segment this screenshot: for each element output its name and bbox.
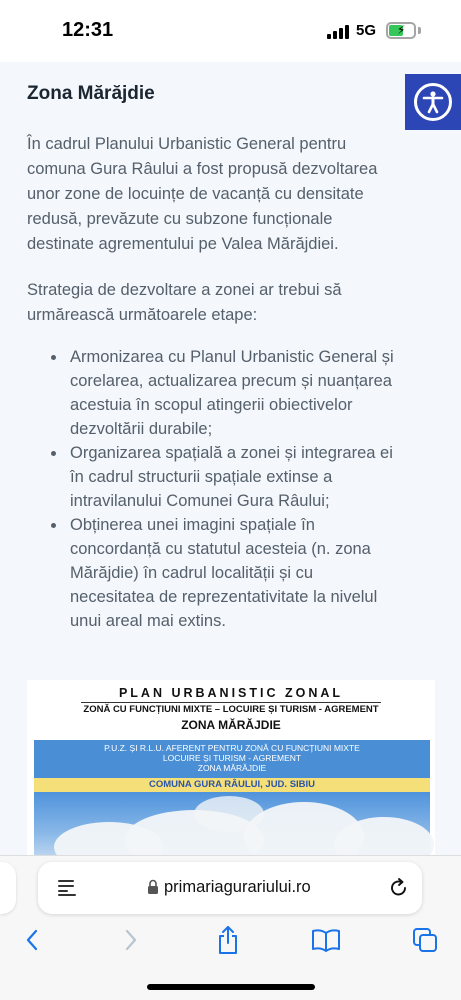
strategy-list: [27, 345, 397, 633]
back-icon: [24, 928, 40, 952]
battery-cap: [418, 27, 421, 34]
banner-divider: [81, 702, 381, 703]
banner-title: PLAN URBANISTIC ZONAL: [118, 686, 344, 700]
banner-location: COMUNA GURA RÂULUI, JUD. SIBIU: [34, 778, 430, 792]
banner-subtitle: ZONĂ CU FUNCȚIUNI MIXTE – LOCUIRE ȘI TURISM - AGREMENT: [83, 704, 379, 715]
sky-clouds-image: [34, 792, 430, 855]
forward-button[interactable]: [114, 925, 148, 955]
address-bar[interactable]: [38, 862, 422, 914]
strategy-paragraph: Strategia de dezvoltare a zonei ar trebui să urmărească următoarele etape:: [27, 281, 342, 324]
reader-mode-icon[interactable]: [58, 880, 76, 896]
tabs-button[interactable]: [408, 925, 442, 955]
status-time: 12:31: [62, 19, 114, 41]
battery-charging-icon: ⚡: [386, 22, 416, 39]
banner-blue-box: P.U.Z. ȘI R.L.U. AFERENT PENTRU ZONĂ CU FUNCȚIUNI MIXTE LOCUIRE ȘI TURISM - AGREMENT ZONA MĂRĂJDIE: [34, 740, 430, 798]
reload-icon[interactable]: [388, 877, 410, 899]
bookmarks-button[interactable]: [309, 925, 343, 955]
list-item: Armonizarea cu Planul Urbanistic General și corelarea, actualizarea precum și nuanțarea acestuia în scopul atingerii obiectivelor dezvoltării durabile;: [51, 345, 397, 441]
accessibility-icon: [414, 83, 452, 121]
list-item: Organizarea spațială a zonei și integrarea ei în cadrul structurii spațiale extinse a intravilanului Comunei Gura Râului;: [51, 441, 397, 513]
share-button[interactable]: [211, 925, 245, 955]
puz-banner-image: [27, 680, 435, 855]
bookmarks-icon: [311, 928, 341, 952]
forward-icon: [123, 928, 139, 952]
tabs-icon: [412, 927, 438, 953]
home-indicator: [147, 984, 315, 990]
page-title: Zona Mărăjdie: [27, 83, 155, 104]
article: [27, 78, 397, 633]
cellular-signal-icon: [327, 25, 349, 39]
share-icon: [216, 925, 240, 955]
back-button[interactable]: [15, 925, 49, 955]
accessibility-button[interactable]: [405, 74, 461, 130]
network-label: 5G: [356, 22, 377, 39]
url-text[interactable]: primariagurariului.ro: [164, 878, 311, 896]
list-item: Obținerea unei imagini spațiale în concordanță cu statutul acesteia (n. zona Mărăjdie) în cadrul localității și cu necesitatea de reprezentativitate la nivelul unui areal mai extins.: [51, 513, 397, 633]
previous-tab-peek[interactable]: [0, 862, 16, 914]
banner-zone: ZONA MĂRĂJDIE: [181, 718, 281, 732]
lock-icon: [147, 879, 159, 895]
status-bar: [0, 0, 461, 62]
intro-paragraph: În cadrul Planului Urbanistic General pentru comuna Gura Râului a fost propusă dezvoltarea unor zone de locuințe de vacanță cu densitate redusă, prevăzute cu subzone funcționale destinate agrementului pe Valea Mărăjdiei.: [27, 135, 378, 253]
